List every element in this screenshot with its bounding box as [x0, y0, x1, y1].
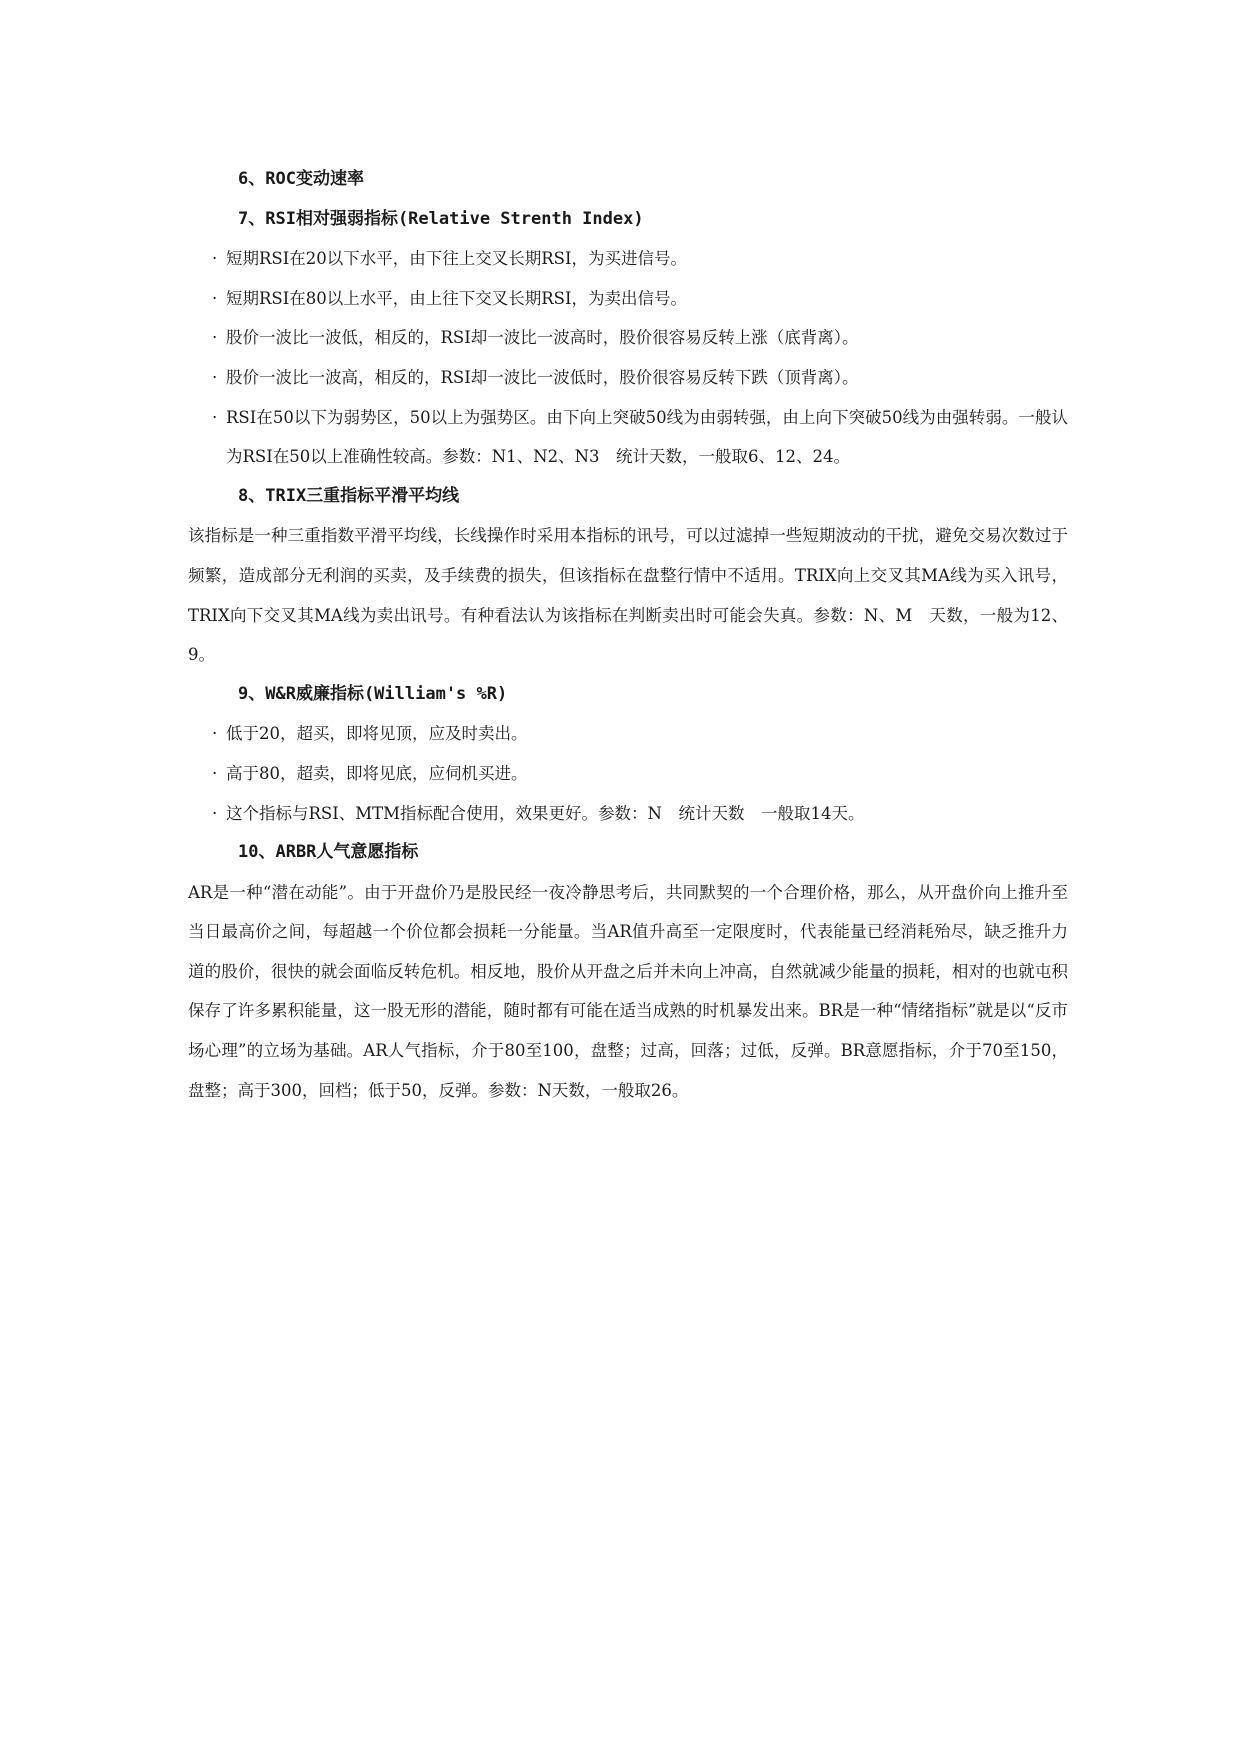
- document-content: [188, 160, 1068, 1110]
- list-item: [188, 754, 1068, 794]
- section-heading-roc: 6、ROC变动速率: [238, 169, 364, 189]
- list-item: [188, 279, 1068, 319]
- list-item-text: 股价一波比一波高，相反的，RSI却一波比一波低时，股价很容易反转下跌（顶背离）。: [226, 367, 859, 387]
- section-paragraph-arbr: AR是一种“潜在动能”。由于开盘价乃是股民经一夜冷静思考后，共同默契的一个合理价格，那么，从开盘价向上推升至当日最高价之间，每超越一个价位都会损耗一分能量。当AR值升高至一定限度时，代表能量已经消耗殆尽，缺乏推升力道的股价，很快的就会面临反转危机。相反地，股价从开盘之后并未向上冲高，自然就减少能量的损耗，相对的也就屯积保存了许多累积能量，这一股无形的潜能，随时都有可能在适当成熟的时机暴发出来。BR是一种“情绪指标”就是以“反市场心理”的立场为基础。AR人气指标，介于80至100，盘整；过高，回落；过低，反弹。BR意愿指标，介于70至150，盘整；高于300，回档；低于50，反弹。参数：N天数，一般取26。: [188, 882, 1068, 1100]
- list-item-text: 这个指标与RSI、MTM指标配合使用，效果更好。参数：N 统计天数 一般取14天。: [226, 803, 865, 823]
- list-item-text: 短期RSI在20以下水平，由下往上交叉长期RSI，为买进信号。: [226, 249, 687, 269]
- list-item: [188, 398, 1068, 477]
- bullet-glyph: ·: [212, 407, 218, 427]
- list-item: [188, 794, 1068, 834]
- bullet-glyph: ·: [212, 803, 218, 823]
- list-item-text: 低于20，超买，即将见顶，应及时卖出。: [226, 724, 528, 744]
- list-item-text: 股价一波比一波低，相反的，RSI却一波比一波高时，股价很容易反转上涨（底背离）。: [226, 328, 859, 348]
- list-item: [188, 714, 1068, 754]
- list-item-text: 高于80，超卖，即将见底，应伺机买进。: [226, 763, 528, 783]
- section-paragraph-trix: 该指标是一种三重指数平滑平均线，长线操作时采用本指标的讯号，可以过滤掉一些短期波动的干扰，避免交易次数过于频繁，造成部分无利润的买卖，及手续费的损失，但该指标在盘整行情中不适用。TRIX向上交叉其MA线为买入讯号，TRIX向下交叉其MA线为卖出讯号。有种看法认为该指标在判断卖出时可能会失真。参数：N、M 天数，一般为12、9。: [188, 526, 1068, 665]
- bullet-glyph: ·: [212, 328, 218, 348]
- section-heading-arbr: 10、ARBR人气意愿指标: [238, 842, 419, 863]
- list-item: [188, 318, 1068, 358]
- bullet-glyph: ·: [212, 367, 218, 387]
- list-item: [188, 358, 1068, 398]
- list-item-text: RSI在50以下为弱势区，50以上为强势区。由下向上突破50线为由弱转强，由上向下突破50线为由强转弱。一般认为RSI在50以上准确性较高。参数：N1、N2、N3 统计天数，一般取6、12、24。: [226, 407, 1068, 467]
- list-item: [188, 239, 1068, 279]
- section-heading-trix: 8、TRIX三重指标平滑平均线: [238, 485, 460, 506]
- bullet-glyph: ·: [212, 249, 218, 269]
- list-item-text: 短期RSI在80以上水平，由上往下交叉长期RSI，为卖出信号。: [226, 288, 687, 308]
- section-heading-rsi: 7、RSI相对强弱指标(Relative Strenth Index): [238, 208, 644, 229]
- bullet-glyph: ·: [212, 763, 218, 783]
- bullet-glyph: ·: [212, 724, 218, 744]
- section-heading-wr: 9、W&R威廉指标(William's %R): [238, 683, 508, 704]
- bullet-glyph: ·: [212, 288, 218, 308]
